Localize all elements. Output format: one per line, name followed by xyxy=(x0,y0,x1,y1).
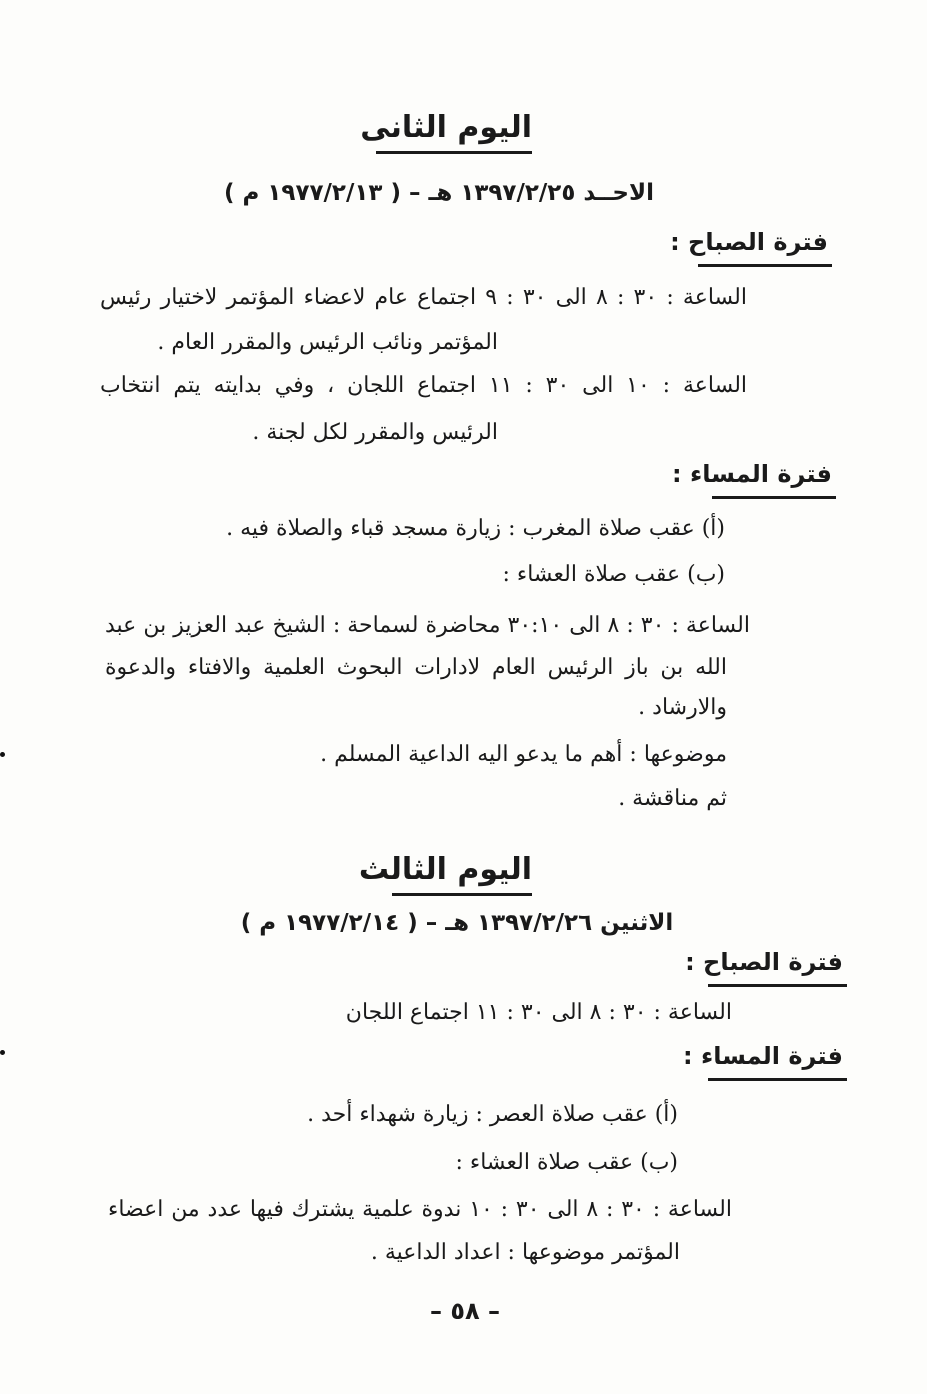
day-three-title: اليوم الثالث xyxy=(392,852,532,896)
day-three-seminar-line2: المؤتمر موضوعها : اعداد الداعية . xyxy=(370,1240,680,1265)
day-two-evening-heading: فترة المساء : xyxy=(712,460,836,499)
scan-speck xyxy=(0,1050,5,1055)
day-two-lecture-line1: الساعة : ٣٠ : ٨ الى ٣٠:١٠ محاضرة لسماحة : الشيخ عبد العزيز بن عبد xyxy=(105,613,750,638)
day-three-morning-heading: فترة الصباح : xyxy=(708,948,847,987)
day-two-morning-heading: فترة الصباح : xyxy=(698,228,832,267)
day-three-seminar-line1: الساعة : ٣٠ : ٨ الى ٣٠ : ١٠ ندوة علمية يشترك فيها عدد من اعضاء xyxy=(108,1197,733,1222)
day-two-discussion: ثم مناقشة . xyxy=(618,786,727,811)
day-three-morning-item1: الساعة : ٣٠ : ٨ الى ٣٠ : ١١ اجتماع اللجان xyxy=(345,1000,732,1025)
day-two-lecture-topic: موضوعها : أهم ما يدعو اليه الداعية المسلم . xyxy=(320,742,727,767)
day-three-evening-heading: فترة المساء : xyxy=(708,1042,847,1081)
day-three-evening-a: (أ) عقب صلاة العصر : زيارة شهداء أحد . xyxy=(307,1102,678,1127)
day-two-date: الاحــد ١٣٩٧/٢/٢٥ هـ – ( ١٩٧٧/٢/١٣ م ) xyxy=(223,180,654,206)
day-two-morning-item2-line1: الساعة : ١٠ الى ٣٠ : ١١ اجتماع اللجان ، وفي بدايته يتم انتخاب xyxy=(100,373,748,398)
day-two-morning-item2-line2: الرئيس والمقرر لكل لجنة . xyxy=(252,420,498,445)
day-two-title: اليوم الثانى xyxy=(376,110,532,154)
page-number: – ٥٨ – xyxy=(429,1297,500,1325)
day-two-evening-a: (أ) عقب صلاة المغرب : زيارة مسجد قباء والصلاة فيه . xyxy=(226,516,725,541)
day-two-lecture-line2: الله بن باز الرئيس العام لادارات البحوث العلمية والافتاء والدعوة xyxy=(105,655,727,680)
scan-speck xyxy=(0,752,5,757)
day-two-morning-item1-line2: المؤتمر ونائب الرئيس والمقرر العام . xyxy=(157,330,498,355)
day-two-evening-b: (ب) عقب صلاة العشاء : xyxy=(502,562,725,587)
day-three-date: الاثنين ١٣٩٧/٢/٢٦ هـ – ( ١٩٧٧/٢/١٤ م ) xyxy=(240,910,674,936)
day-three-evening-b: (ب) عقب صلاة العشاء : xyxy=(455,1150,678,1175)
day-two-morning-item1-line1: الساعة : ٣٠ : ٨ الى ٣٠ : ٩ اجتماع عام لاعضاء المؤتمر لاختيار رئيس xyxy=(100,285,747,310)
day-two-lecture-line3: والارشاد . xyxy=(638,695,727,720)
